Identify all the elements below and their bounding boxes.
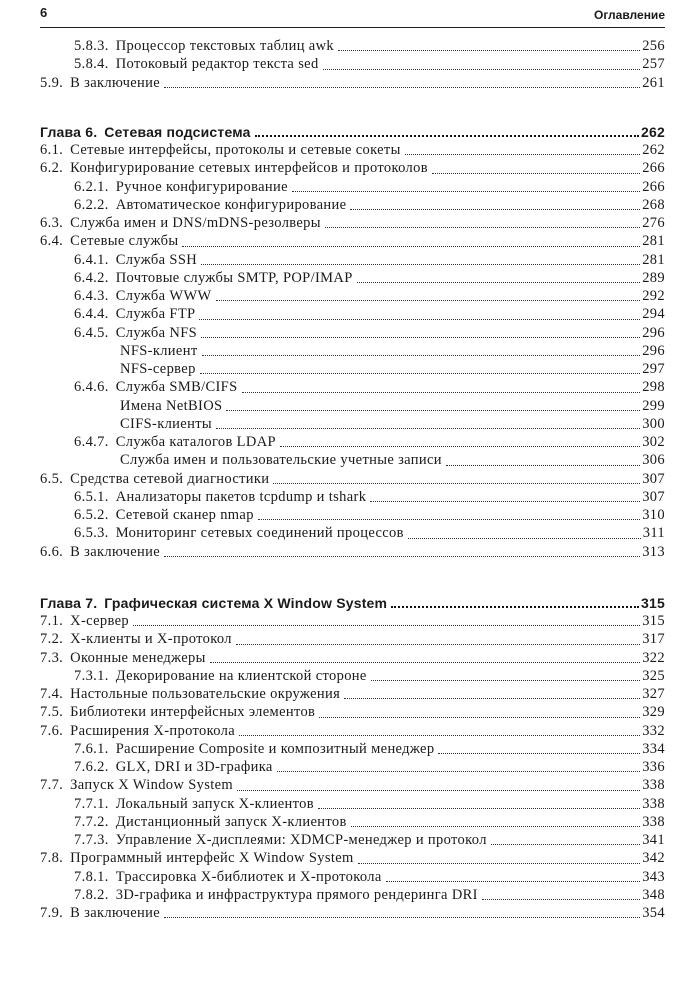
toc-entry-title: Служба имен и пользовательские учетные записи xyxy=(120,452,442,469)
toc-entry-page: 334 xyxy=(642,740,665,757)
toc-entry-number: 6.6. xyxy=(40,543,64,560)
dot-leader xyxy=(491,844,640,845)
toc-entry-number: 6.4.3. xyxy=(74,288,109,304)
toc-entry-number: 6.4.2. xyxy=(74,269,109,286)
toc-entry-title: Расширения X-протокола xyxy=(70,722,236,739)
toc-entry-number: 6.4.6. xyxy=(74,379,109,396)
toc-entry-title: Сетевые службы xyxy=(70,233,179,250)
toc-entry-title: Служба FTP xyxy=(115,306,196,323)
toc-entry-title: Служба WWW xyxy=(115,288,212,304)
toc-entry-title: X-клиенты и X-протокол xyxy=(70,631,232,648)
toc-entry xyxy=(40,397,665,415)
running-title: Оглавление xyxy=(594,8,665,22)
toc-entry-page: 296 xyxy=(642,342,665,359)
toc-entry-title: Потоковый редактор текста sed xyxy=(115,56,319,73)
toc-entry-title: Средства сетевой диагностики xyxy=(70,470,270,487)
toc-entry xyxy=(40,269,665,287)
toc-entry-page: 281 xyxy=(642,233,665,250)
toc-entry-number: 7.8.1. xyxy=(74,868,109,885)
toc-entry-title: В заключение xyxy=(70,905,161,921)
toc-entry xyxy=(40,868,665,886)
toc-entry-title: В заключение xyxy=(70,74,161,91)
toc-entry-page: 266 xyxy=(642,178,665,195)
toc-entry-number: 6.4. xyxy=(40,233,64,250)
toc-entry-page: 299 xyxy=(642,397,665,414)
toc-entry-number: 7.7.3. xyxy=(74,832,109,848)
dot-leader xyxy=(201,337,640,338)
toc-entry-title: GLX, DRI и 3D-графика xyxy=(115,759,273,775)
toc-entry-number: 7.7.2. xyxy=(74,813,109,830)
page-number: 6 xyxy=(40,5,48,20)
toc-entry-number: 5.9. xyxy=(40,74,64,91)
toc-entry-title: В заключение xyxy=(70,543,161,560)
dot-leader xyxy=(273,483,640,484)
toc-entry xyxy=(40,305,665,323)
toc-entry xyxy=(40,360,665,378)
toc-entry-title: Служба SMB/CIFS xyxy=(115,379,238,396)
toc-entry-number: 7.7.1. xyxy=(74,795,109,812)
toc-entry-number: 7.3. xyxy=(40,649,64,666)
toc-entry xyxy=(40,543,665,561)
toc-entry xyxy=(40,758,665,776)
toc-entry-page: 262 xyxy=(642,142,665,158)
toc-entry-title: Настольные пользовательские окружения xyxy=(70,686,341,702)
toc-entry-number: 7.6. xyxy=(40,722,64,739)
dot-leader xyxy=(237,790,640,791)
toc-entry-number: 6.3. xyxy=(40,215,64,231)
toc-entry-title: Процессор текстовых таблиц awk xyxy=(115,38,335,54)
dot-leader xyxy=(344,698,640,699)
toc-entry-page: 327 xyxy=(642,686,665,702)
toc-entry-page: 315 xyxy=(641,594,665,611)
toc-entry-number: 7.2. xyxy=(40,631,64,648)
toc-entry-title: Графическая система X Window System xyxy=(104,594,388,611)
toc-entry-title: Служба NFS xyxy=(115,324,198,341)
toc-entry-title: 3D-графика и инфраструктура прямого рендеринга DRI xyxy=(115,886,478,903)
toc-entry-title: Сетевые интерфейсы, протоколы и сетевые сокеты xyxy=(70,142,401,158)
toc-entry-title: Мониторинг сетевых соединений процессов xyxy=(115,525,404,542)
dot-leader xyxy=(338,50,640,51)
dot-leader xyxy=(323,69,641,70)
toc-entry-page: 306 xyxy=(642,452,665,469)
dot-leader xyxy=(391,606,639,608)
toc-entry-title: Служба каталогов LDAP xyxy=(115,434,276,450)
toc-entry xyxy=(40,524,665,542)
toc-entry-title: Служба SSH xyxy=(115,251,198,268)
dot-leader xyxy=(182,246,640,247)
toc-entry xyxy=(40,415,665,433)
toc-entry xyxy=(40,178,665,196)
dot-leader xyxy=(258,519,640,520)
toc-entry xyxy=(40,470,665,488)
toc-entry-title: Программный интерфейс X Window System xyxy=(70,850,354,867)
toc-entry xyxy=(40,849,665,867)
toc-entry-title: Библиотеки интерфейсных элементов xyxy=(70,704,316,721)
toc-entry-number: 6.5. xyxy=(40,470,64,487)
toc-entry-page: 332 xyxy=(642,722,665,739)
toc-entry-number: 6.2. xyxy=(40,160,64,177)
toc-entry xyxy=(40,232,665,250)
toc-entry-page: 315 xyxy=(642,613,665,629)
toc-entry xyxy=(40,630,665,648)
toc-entry xyxy=(40,722,665,740)
toc-entry-page: 338 xyxy=(642,813,665,830)
toc-entry xyxy=(40,214,665,232)
toc-entry xyxy=(40,831,665,849)
toc-entry xyxy=(40,795,665,813)
toc-entry-title: Служба имен и DNS/mDNS-резолверы xyxy=(70,215,321,231)
toc-entry-title: Сетевой сканер nmap xyxy=(115,507,254,523)
toc-entry xyxy=(40,74,665,92)
dot-leader xyxy=(210,662,640,663)
toc-entry-page: 307 xyxy=(642,470,665,487)
dot-leader xyxy=(164,917,640,918)
toc-section-chapter5-tail xyxy=(40,37,665,92)
dot-leader xyxy=(226,410,640,411)
toc-entry-title: Ручное конфигурирование xyxy=(115,178,288,195)
dot-leader xyxy=(357,282,641,283)
toc-entry-page: 307 xyxy=(642,488,665,505)
toc-entry xyxy=(40,55,665,73)
dot-leader xyxy=(351,826,641,827)
toc-entry-title: Имена NetBIOS xyxy=(120,397,223,414)
dot-leader xyxy=(216,428,640,429)
toc-entry xyxy=(40,685,665,703)
toc-entry-page: 343 xyxy=(642,868,665,885)
toc-entry-page: 296 xyxy=(642,324,665,341)
toc-entry xyxy=(40,776,665,794)
toc-entry-number: 6.2.2. xyxy=(74,196,109,213)
dot-leader xyxy=(405,154,640,155)
toc-entry-number: 6.5.2. xyxy=(74,507,109,523)
toc-entry xyxy=(40,159,665,177)
toc-entry xyxy=(40,451,665,469)
toc-entry-number: 6.4.5. xyxy=(74,324,109,341)
toc-entry-page: 338 xyxy=(642,795,665,812)
toc-entry-title: Оконные менеджеры xyxy=(70,649,206,666)
dot-leader xyxy=(319,717,640,718)
toc-entry-number: Глава 6. xyxy=(40,123,98,140)
toc-entry xyxy=(40,886,665,904)
toc-entry-number: 6.4.7. xyxy=(74,434,109,450)
toc-entry-page: 336 xyxy=(642,759,665,775)
toc-entry-title: Дистанционный запуск X-клиентов xyxy=(115,813,347,830)
toc-entry-number: 7.1. xyxy=(40,613,64,629)
toc-entry-number: 7.3.1. xyxy=(74,667,109,684)
toc-entry xyxy=(40,740,665,758)
toc-entry-page: 297 xyxy=(642,361,665,377)
dot-leader xyxy=(236,644,640,645)
dot-leader xyxy=(432,173,640,174)
toc-entry-title: Запуск X Window System xyxy=(70,777,233,794)
dot-leader xyxy=(370,501,640,502)
toc-entry xyxy=(40,488,665,506)
toc-entry xyxy=(40,324,665,342)
toc-entry xyxy=(40,703,665,721)
toc-entry-page: 298 xyxy=(642,379,665,396)
toc-entry xyxy=(40,612,665,630)
dot-leader xyxy=(482,899,640,900)
toc-entry xyxy=(40,667,665,685)
toc-entry-page: 310 xyxy=(642,507,665,523)
toc-entry-title: Сетевая подсистема xyxy=(104,123,251,140)
toc-entry-number: 7.4. xyxy=(40,686,64,702)
dot-leader xyxy=(358,863,641,864)
toc-entry-page: 341 xyxy=(642,832,665,848)
toc-entry-page: 281 xyxy=(642,251,665,268)
toc-entry-number: 7.8. xyxy=(40,850,64,867)
toc-entry-title: Локальный запуск X-клиентов xyxy=(115,795,314,812)
page-header xyxy=(40,0,665,28)
toc-entry-page: 262 xyxy=(641,123,665,140)
toc-entry xyxy=(40,287,665,305)
toc-entry xyxy=(40,378,665,396)
toc-entry-title: CIFS-клиенты xyxy=(120,415,212,432)
toc-entry xyxy=(40,433,665,451)
toc-entry-page: 268 xyxy=(642,196,665,213)
toc-entry-number: 6.5.3. xyxy=(74,525,109,542)
dot-leader xyxy=(280,446,640,447)
dot-leader xyxy=(292,191,640,192)
toc-entry xyxy=(40,251,665,269)
dot-leader xyxy=(408,538,641,539)
toc-entry-number: 5.8.3. xyxy=(74,38,109,54)
toc-entry-number: 6.1. xyxy=(40,142,64,158)
toc-entry-title: Декорирование на клиентской стороне xyxy=(115,667,367,684)
toc-section-chapter6 xyxy=(40,123,665,561)
dot-leader xyxy=(277,771,640,772)
toc-entry-title: NFS-сервер xyxy=(120,361,196,377)
dot-leader xyxy=(200,373,641,374)
toc-entry-page: 313 xyxy=(642,543,665,560)
toc-entry xyxy=(40,342,665,360)
toc-entry-number: 7.6.2. xyxy=(74,759,109,775)
toc-entry-page: 261 xyxy=(642,74,665,91)
dot-leader xyxy=(201,264,640,265)
toc-entry-title: NFS-клиент xyxy=(120,342,198,359)
table-of-contents xyxy=(40,37,665,922)
toc-entry xyxy=(40,506,665,524)
toc-entry xyxy=(40,141,665,159)
toc-entry-title: X-сервер xyxy=(70,613,130,629)
toc-entry-page: 266 xyxy=(642,160,665,177)
toc-entry-number: 6.4.4. xyxy=(74,306,109,323)
toc-entry-number: 6.2.1. xyxy=(74,178,109,195)
toc-entry-title: Конфигурирование сетевых интерфейсов и протоколов xyxy=(70,160,428,177)
dot-leader xyxy=(255,135,639,137)
toc-entry-number: Глава 7. xyxy=(40,594,98,611)
toc-entry-title: Автоматическое конфигурирование xyxy=(115,196,347,213)
dot-leader xyxy=(438,753,640,754)
toc-entry-number: 7.9. xyxy=(40,905,64,921)
toc-entry-number: 7.5. xyxy=(40,704,64,721)
toc-entry-page: 317 xyxy=(642,631,665,648)
toc-entry-page: 329 xyxy=(642,704,665,721)
toc-entry-page: 342 xyxy=(642,850,665,867)
toc-chapter-entry xyxy=(40,594,665,612)
dot-leader xyxy=(242,392,641,393)
toc-entry-number: 6.4.1. xyxy=(74,251,109,268)
toc-entry-page: 292 xyxy=(642,288,665,304)
dot-leader xyxy=(386,881,641,882)
dot-leader xyxy=(216,300,641,301)
toc-entry-number: 7.6.1. xyxy=(74,740,109,757)
toc-entry xyxy=(40,196,665,214)
toc-entry-number: 6.5.1. xyxy=(74,488,109,505)
dot-leader xyxy=(164,87,640,88)
toc-entry-title: Анализаторы пакетов tcpdump и tshark xyxy=(115,488,367,505)
toc-entry-page: 289 xyxy=(642,269,665,286)
dot-leader xyxy=(371,680,640,681)
toc-entry-title: Управление X-дисплеями: XDMCP-менеджер и протокол xyxy=(115,832,487,848)
dot-leader xyxy=(202,355,641,356)
toc-entry-page: 325 xyxy=(642,667,665,684)
toc-entry-page: 276 xyxy=(642,215,665,231)
toc-entry-page: 294 xyxy=(642,306,665,323)
toc-entry-title: Почтовые службы SMTP, POP/IMAP xyxy=(115,269,353,286)
dot-leader xyxy=(199,319,640,320)
dot-leader xyxy=(318,808,640,809)
dot-leader xyxy=(239,735,640,736)
toc-entry xyxy=(40,649,665,667)
toc-entry-page: 311 xyxy=(642,525,665,542)
toc-entry-page: 256 xyxy=(642,38,665,54)
toc-entry-title: Трассировка X-библиотек и X-протокола xyxy=(115,868,382,885)
toc-entry-page: 257 xyxy=(642,56,665,73)
toc-entry-number: 7.7. xyxy=(40,777,64,794)
toc-entry-title: Расширение Composite и композитный менеджер xyxy=(115,740,435,757)
toc-entry-page: 322 xyxy=(642,649,665,666)
toc-entry-number: 7.8.2. xyxy=(74,886,109,903)
toc-chapter-entry xyxy=(40,123,665,141)
toc-entry xyxy=(40,37,665,55)
toc-entry-number: 5.8.4. xyxy=(74,56,109,73)
toc-entry-page: 338 xyxy=(642,777,665,794)
toc-entry-page: 300 xyxy=(642,415,665,432)
toc-entry xyxy=(40,904,665,922)
dot-leader xyxy=(164,556,640,557)
dot-leader xyxy=(446,465,640,466)
toc-entry-page: 302 xyxy=(642,434,665,450)
toc-entry xyxy=(40,813,665,831)
toc-entry-page: 348 xyxy=(642,886,665,903)
toc-section-chapter7 xyxy=(40,594,665,923)
toc-entry-page: 354 xyxy=(642,905,665,921)
dot-leader xyxy=(350,209,640,210)
dot-leader xyxy=(325,227,640,228)
dot-leader xyxy=(133,625,640,626)
